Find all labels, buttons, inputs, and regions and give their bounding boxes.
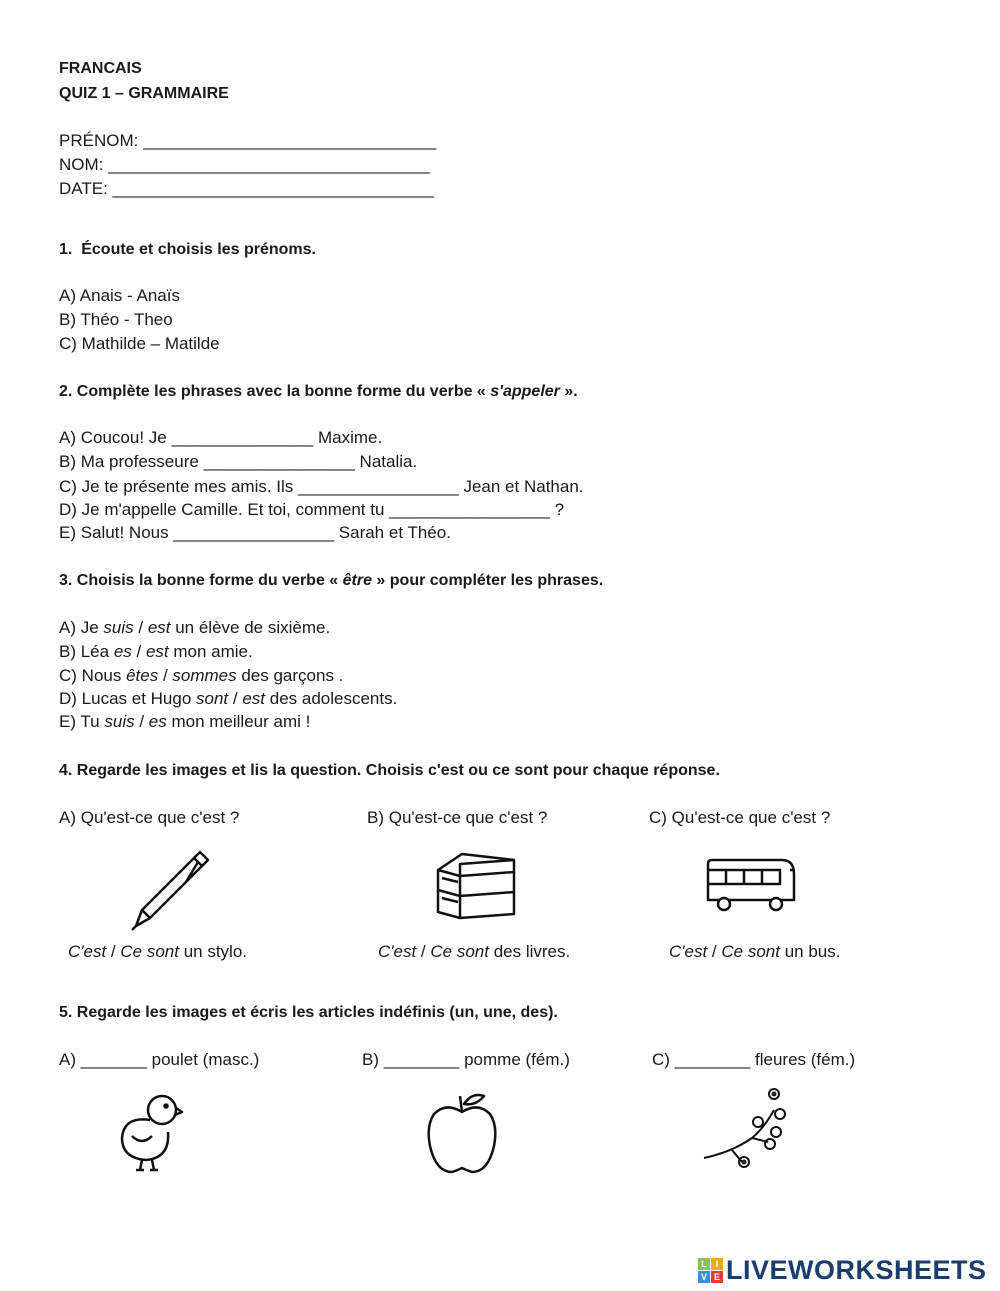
option-text: est	[242, 689, 266, 708]
q4-title	[59, 760, 720, 782]
q3-item-e[interactable]	[59, 711, 310, 733]
first-name-field[interactable]	[59, 130, 436, 152]
q5-item-c[interactable]: C) ________ fleures (fém.)	[652, 1050, 856, 1069]
bus-icon	[704, 856, 798, 914]
text-segment: B) Léa	[59, 642, 114, 661]
q4-answer-c[interactable]	[669, 941, 840, 963]
flower-branch-icon	[702, 1082, 794, 1172]
option-text: êtes	[126, 666, 159, 685]
option-text: Ce sont	[120, 942, 179, 961]
text-segment: /	[131, 642, 146, 661]
q3-title	[59, 570, 603, 592]
option-text: Ce sont	[721, 942, 780, 961]
q2-item-b[interactable]	[59, 451, 417, 473]
text-segment: D) Je m'appelle Camille. Et toi, comment tu _________________ ?	[59, 500, 565, 519]
q5-title	[59, 1002, 558, 1024]
logo-letter: L	[698, 1258, 710, 1270]
text-segment: /	[106, 942, 121, 961]
logo-letter: I	[711, 1258, 723, 1270]
q2-item-c[interactable]	[59, 476, 584, 498]
q1-title: 1. Écoute et choisis les prénoms.	[59, 241, 316, 258]
subject-heading: FRANCAIS	[59, 60, 142, 77]
text-segment: des adolescents.	[265, 689, 398, 708]
last-name-field[interactable]	[59, 154, 430, 176]
logo-letter: V	[698, 1271, 710, 1283]
q1-item-c[interactable]: C) Mathilde – Matilde	[59, 334, 220, 353]
text-segment: un stylo.	[178, 942, 248, 961]
option-text: sommes	[172, 666, 237, 685]
text-segment: 4. Regarde les images et lis la question. Choisis c'est ou ce sont pour chaque réponse.	[59, 762, 720, 779]
text-segment: E) Tu	[59, 712, 105, 731]
books-icon	[432, 850, 520, 924]
text-segment: /	[228, 689, 243, 708]
text-segment: ».	[559, 383, 578, 400]
field-label: PRÉNOM:	[59, 131, 144, 150]
text-segment: A) Coucou! Je _______________ Maxime.	[59, 428, 383, 447]
option-text: C'est	[669, 942, 708, 961]
text-segment: 3. Choisis la bonne forme du verbe «	[59, 572, 343, 589]
date-field[interactable]	[59, 178, 434, 200]
text-segment: C) Nous	[59, 666, 127, 685]
field-blank[interactable]: __________________________________	[112, 179, 434, 198]
text-segment: mon meilleur ami !	[166, 712, 311, 731]
text-segment: des livres.	[488, 942, 571, 961]
text-segment: /	[416, 942, 431, 961]
text-segment: mon amie.	[168, 642, 253, 661]
option-text: es	[113, 642, 132, 661]
q4-question-c: C) Qu'est-ce que c'est ?	[649, 808, 831, 827]
text-segment: A) Je	[59, 618, 104, 637]
option-text: être	[342, 572, 372, 589]
apple-icon	[426, 1090, 498, 1176]
q1-item-a[interactable]: A) Anais - Anaïs	[59, 286, 180, 305]
logo-badge-icon	[698, 1258, 723, 1283]
text-segment: /	[707, 942, 722, 961]
logo-text: LIVEWORKSHEETS	[726, 1255, 987, 1285]
q2-item-a[interactable]	[59, 427, 382, 449]
logo-letter: E	[711, 1271, 723, 1283]
field-blank[interactable]: __________________________________	[108, 155, 430, 174]
field-blank[interactable]: _______________________________	[143, 131, 437, 150]
text-segment: /	[134, 712, 149, 731]
field-label: NOM:	[59, 155, 109, 174]
q4-answer-b[interactable]	[378, 941, 570, 963]
option-text: C'est	[68, 942, 107, 961]
q2-item-d[interactable]	[59, 499, 564, 521]
q2-title	[59, 381, 578, 403]
q3-item-d[interactable]	[59, 688, 397, 710]
option-text: C'est	[378, 942, 417, 961]
q5-item-b[interactable]: B) ________ pomme (fém.)	[362, 1050, 570, 1069]
text-segment: un bus.	[779, 942, 841, 961]
q3-item-a[interactable]	[59, 617, 330, 639]
option-text: est	[147, 618, 171, 637]
text-segment: B) Ma professeure ________________ Natalia.	[59, 452, 418, 471]
option-text: est	[145, 642, 169, 661]
q4-question-b: B) Qu'est-ce que c'est ?	[367, 808, 548, 827]
liveworksheets-logo	[698, 1255, 987, 1286]
option-text: s'appeler	[490, 383, 560, 400]
quiz-title: QUIZ 1 – GRAMMAIRE	[59, 85, 229, 102]
q3-item-b[interactable]	[59, 641, 253, 663]
text-segment: /	[133, 618, 148, 637]
q2-item-e[interactable]	[59, 522, 451, 544]
q4-question-a: A) Qu'est-ce que c'est ?	[59, 808, 240, 827]
text-segment: 5. Regarde les images et écris les articles indéfinis (un, une, des).	[59, 1004, 558, 1021]
text-segment: un élève de sixième.	[170, 618, 331, 637]
text-segment: D) Lucas et Hugo	[59, 689, 197, 708]
text-segment: /	[158, 666, 173, 685]
text-segment: E) Salut! Nous _________________ Sarah et Théo.	[59, 523, 451, 542]
q1-item-b[interactable]: B) Théo - Theo	[59, 310, 173, 329]
option-text: es	[148, 712, 167, 731]
text-segment: C) Je te présente mes amis. Ils _________________ Jean et Nathan.	[59, 477, 584, 496]
text-segment: des garçons .	[236, 666, 344, 685]
q4-answer-a[interactable]	[68, 941, 247, 963]
text-segment: 2. Complète les phrases avec la bonne forme du verbe «	[59, 383, 491, 400]
q5-item-a[interactable]: A) _______ poulet (masc.)	[59, 1050, 260, 1069]
text-segment: » pour compléter les phrases.	[371, 572, 604, 589]
option-text: Ce sont	[430, 942, 489, 961]
option-text: sont	[196, 689, 229, 708]
q3-item-c[interactable]	[59, 665, 343, 687]
chick-icon	[118, 1092, 184, 1172]
option-text: suis	[104, 712, 135, 731]
field-label: DATE:	[59, 179, 113, 198]
option-text: suis	[103, 618, 134, 637]
pen-icon	[128, 848, 214, 932]
